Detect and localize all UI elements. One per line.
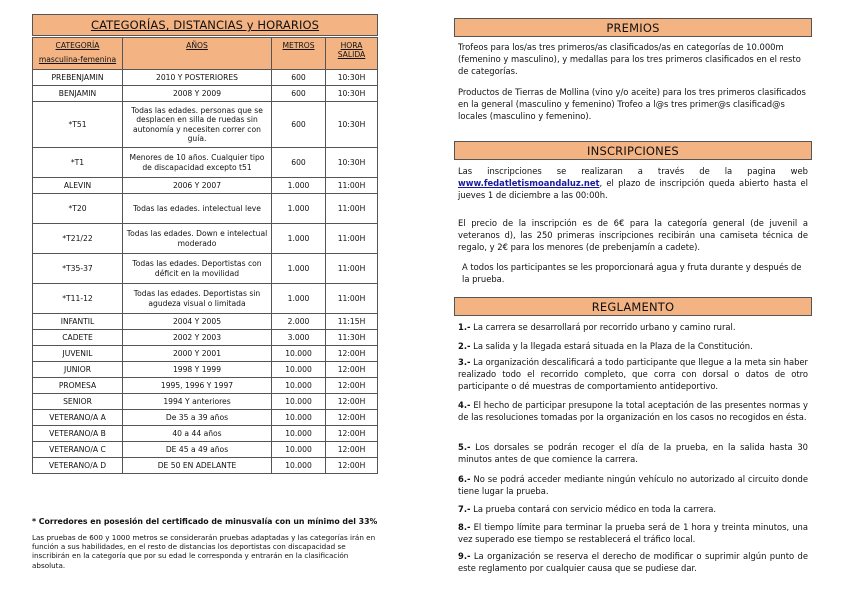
row-category: INFANTIL [33, 314, 123, 330]
row-start-time: 11:15H [326, 314, 378, 330]
row-start-time: 11:30H [326, 330, 378, 346]
reglamento-title-bar [454, 297, 812, 316]
row-start-time: 12:00H [326, 394, 378, 410]
rule-number: 1.- [458, 322, 471, 332]
header-category: CATEGORÍA masculina-femenina [33, 38, 123, 70]
reglamento-title: REGLAMENTO [591, 299, 675, 314]
row-years: 2006 Y 2007 [123, 178, 272, 194]
registration-link[interactable]: www.fedatletismoandaluz.net [458, 177, 600, 188]
header-meters: METROS [272, 38, 326, 70]
table-row [33, 86, 378, 102]
row-start-time: 10:30H [326, 148, 378, 178]
rule-text: No se podrá acceder mediante ningún vehículo no autorizado al circuito donde tiene lugar la prueba. [458, 474, 808, 496]
premios-title: PREMIOS [606, 20, 660, 35]
table-row [33, 284, 378, 314]
row-meters: 600 [272, 148, 326, 178]
rule-text: La salida y la llegada estará situada en la Plaza de la Constitución. [470, 341, 753, 351]
row-meters: 10.000 [272, 346, 326, 362]
row-start-time: 12:00H [326, 346, 378, 362]
row-category: ALEVIN [33, 178, 123, 194]
row-start-time: 12:00H [326, 426, 378, 442]
table-row [33, 178, 378, 194]
row-category: VETERANO/A B [33, 426, 123, 442]
categories-title-bar [32, 14, 378, 36]
row-years: 40 a 44 años [123, 426, 272, 442]
rule-text: Los dorsales se podrán recoger el día de la prueba, en la salida hasta 30 minutos antes de que comience la carrera. [458, 442, 808, 464]
rule-text: La organización se reserva el derecho de modificar o suprimir algún punto de este reglamento por cualquier causa que se pudiese dar. [458, 551, 808, 573]
table-row [33, 410, 378, 426]
table-row [33, 254, 378, 284]
row-category: *T21/22 [33, 224, 123, 254]
table-row [33, 346, 378, 362]
rule-item [458, 400, 808, 424]
row-years: Todas las edades. Down e intelectual moderado [123, 224, 272, 254]
row-years: DE 45 a 49 años [123, 442, 272, 458]
table-row [33, 70, 378, 86]
row-category: CADETE [33, 330, 123, 346]
row-meters: 600 [272, 86, 326, 102]
row-category: SENIOR [33, 394, 123, 410]
rule-item [458, 341, 808, 353]
rule-text: La carrera se desarrollará por recorrido urbano y camino rural. [470, 322, 736, 332]
table-row [33, 102, 378, 148]
rule-number: 5.- [458, 442, 471, 452]
row-start-time: 12:00H [326, 442, 378, 458]
inscripciones-title: INSCRIPCIONES [587, 143, 679, 158]
rule-item [458, 474, 808, 498]
row-start-time: 10:30H [326, 86, 378, 102]
rule-number: 4.- [458, 400, 471, 410]
row-meters: 1.000 [272, 178, 326, 194]
rule-text: La prueba contará con servicio médico en toda la carrera. [470, 504, 717, 514]
table-row [33, 442, 378, 458]
rule-text: El tiempo límite para terminar la prueba será de 1 hora y treinta minutos, una vez superado ese tiempo se restablecerá el tráfico local. [458, 522, 808, 544]
table-row [33, 224, 378, 254]
row-category: PREBENJAMIN [33, 70, 123, 86]
row-category: *T11-12 [33, 284, 123, 314]
row-category: VETERANO/A D [33, 458, 123, 474]
row-meters: 10.000 [272, 410, 326, 426]
row-meters: 2.000 [272, 314, 326, 330]
inscripciones-title-bar [454, 141, 812, 160]
row-meters: 10.000 [272, 426, 326, 442]
row-category: *T51 [33, 102, 123, 148]
row-category: JUVENIL [33, 346, 123, 362]
row-years: 2004 Y 2005 [123, 314, 272, 330]
row-start-time: 12:00H [326, 458, 378, 474]
table-row [33, 148, 378, 178]
row-years: De 35 a 39 años [123, 410, 272, 426]
row-start-time: 12:00H [326, 410, 378, 426]
row-meters: 10.000 [272, 394, 326, 410]
row-years: 2002 Y 2003 [123, 330, 272, 346]
row-years: 1998 Y 1999 [123, 362, 272, 378]
row-years: Todas las edades. Deportistas sin agudeza visual o limitada [123, 284, 272, 314]
row-meters: 1.000 [272, 224, 326, 254]
table-row [33, 426, 378, 442]
row-years: 2000 Y 2001 [123, 346, 272, 362]
premios-title-bar [454, 18, 812, 37]
rule-number: 9.- [458, 551, 471, 561]
row-meters: 10.000 [272, 442, 326, 458]
rule-number: 2.- [458, 341, 471, 351]
rule-number: 3.- [458, 357, 471, 367]
rule-text: El hecho de participar presupone la total aceptación de las presentes normas y de las resoluciones tomadas por la organización en los casos no recogidos en ésta. [458, 400, 808, 422]
row-years: DE 50 EN ADELANTE [123, 458, 272, 474]
inscripciones-paragraph-1: Las inscripciones se realizaran a través de la pagina web www.fedatletismoandaluz.net, el plazo de inscripción queda abierto hasta el jueves 1 de diciembre a las 00:00h. [458, 166, 808, 200]
row-years: Todas las edades. Deportistas con déficit en la movilidad [123, 254, 272, 284]
row-start-time: 10:30H [326, 102, 378, 148]
table-row [33, 314, 378, 330]
rule-item [458, 522, 808, 546]
row-category: JUNIOR [33, 362, 123, 378]
table-row [33, 394, 378, 410]
row-meters: 3.000 [272, 330, 326, 346]
row-start-time: 12:00H [326, 378, 378, 394]
row-start-time: 11:00H [326, 194, 378, 224]
row-category: *T1 [33, 148, 123, 178]
table-row [33, 362, 378, 378]
row-meters: 600 [272, 102, 326, 148]
row-years: 2010 Y POSTERIORES [123, 70, 272, 86]
row-category: *T35-37 [33, 254, 123, 284]
row-start-time: 11:00H [326, 284, 378, 314]
row-category: BENJAMIN [33, 86, 123, 102]
row-category: *T20 [33, 194, 123, 224]
row-meters: 1.000 [272, 254, 326, 284]
row-years: Todas las edades. intelectual leve [123, 194, 272, 224]
rule-item [458, 504, 808, 516]
table-header-row [33, 38, 378, 70]
row-meters: 10.000 [272, 362, 326, 378]
rule-number: 8.- [458, 522, 471, 532]
row-category: VETERANO/A C [33, 442, 123, 458]
row-meters: 600 [272, 70, 326, 86]
premios-paragraph-1: Trofeos para los/as tres primeros/as clasificados/as en categorías de 10.000m (femenino y masculino), y medallas para los tres primeros clasificados en el resto de categorías. [458, 42, 801, 76]
rule-number: 6.- [458, 474, 471, 484]
row-start-time: 10:30H [326, 70, 378, 86]
adapted-tests-note: Las pruebas de 600 y 1000 metros se considerarán pruebas adaptadas y las categorías irán en función a sus habilidades, en el resto de distancias los deportistas con discapacidad se inscribirán en la categoría que por su edad le corresponda y entrarán en la clasificación absoluta. [32, 533, 376, 570]
row-meters: 1.000 [272, 284, 326, 314]
header-years: AÑOS [123, 38, 272, 70]
inscripciones-paragraph-3: A todos los participantes se les proporcionará agua y fruta durante y después de la prueba. [462, 262, 802, 284]
row-meters: 1.000 [272, 194, 326, 224]
inscripciones-paragraph-2: El precio de la inscripción es de 6€ para la categoría general (de juvenil a veteranos d), las 250 primeras inscripciones recibirán una camiseta técnica de regalo, y 2€ para los menores (de prebenjamín a cadete). [458, 218, 808, 252]
rule-text: La organización descalificará a todo participante que llegue a la meta sin haber realizado todo el recorrido completo, que corra con dorsal o datos de otro participante o dé muestras de comportamiento antideportivo. [458, 357, 808, 391]
header-start-time: HORA SALIDA [326, 38, 378, 70]
table-row [33, 194, 378, 224]
premios-paragraph-2: Productos de Tierras de Mollina (vino y/o aceite) para los tres primeros clasificados en la general (masculino y femenino) Trofeo a l@s tres primer@s clasificad@s locales (masculino y femenino). [458, 87, 806, 121]
table-row [33, 378, 378, 394]
row-start-time: 11:00H [326, 254, 378, 284]
categories-title: CATEGORÍAS, DISTANCIAS y HORARIOS [90, 18, 320, 32]
rule-item [458, 442, 808, 466]
row-start-time: 11:00H [326, 178, 378, 194]
row-years: Todas las edades. personas que se desplacen en silla de ruedas sin autonomía y necesiten correr con guía. [123, 102, 272, 148]
table-row [33, 330, 378, 346]
row-start-time: 11:00H [326, 224, 378, 254]
row-start-time: 12:00H [326, 362, 378, 378]
rule-item [458, 322, 808, 334]
row-years: 2008 Y 2009 [123, 86, 272, 102]
row-years: 1994 Y anteriores [123, 394, 272, 410]
row-category: VETERANO/A A [33, 410, 123, 426]
disability-note: * Corredores en posesión del certificado de minusvalía con un mínimo del 33% [32, 517, 378, 526]
table-row [33, 458, 378, 474]
rule-item [458, 357, 808, 393]
rule-number: 7.- [458, 504, 471, 514]
row-category: PROMESA [33, 378, 123, 394]
rule-item [458, 551, 808, 575]
categories-table [32, 37, 378, 474]
row-meters: 10.000 [272, 458, 326, 474]
row-years: Menores de 10 años. Cualquier tipo de discapacidad excepto t51 [123, 148, 272, 178]
row-years: 1995, 1996 Y 1997 [123, 378, 272, 394]
row-meters: 10.000 [272, 378, 326, 394]
